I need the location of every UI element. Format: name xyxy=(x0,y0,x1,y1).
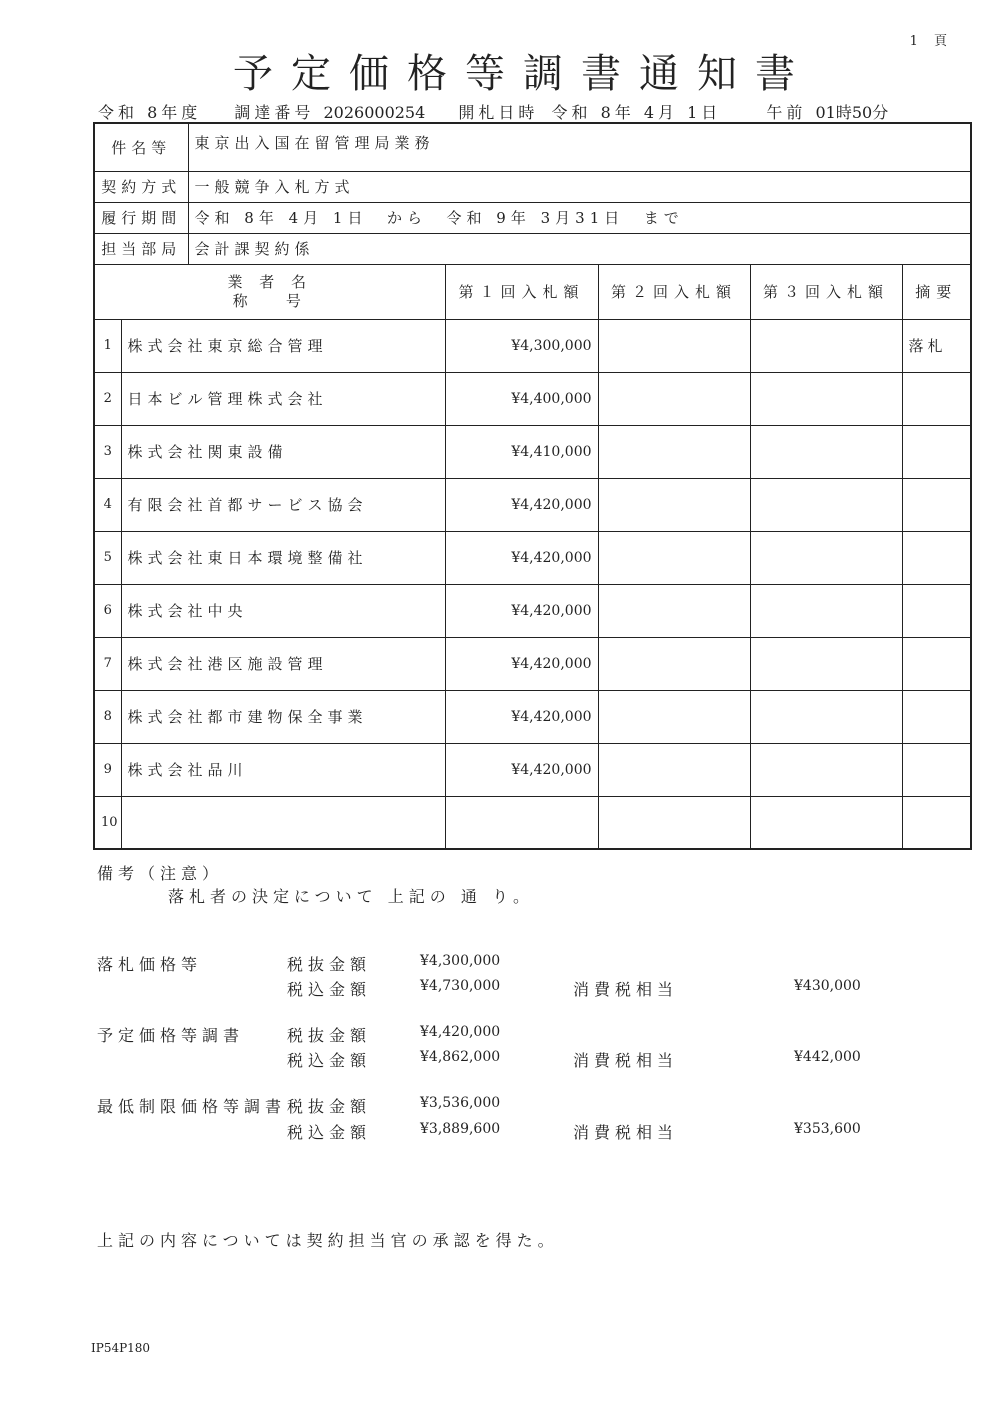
footnote: 上記の内容については契約担当官の承認を得た。 xyxy=(97,1231,559,1250)
bid-3-cell xyxy=(750,425,902,478)
bid-2-cell xyxy=(598,584,750,637)
number-label: 調達番号 xyxy=(234,103,315,122)
summary-label: 落札価格等 xyxy=(97,955,203,974)
summary-value-excl: ¥4,300,000 xyxy=(420,953,501,969)
bid-amount: ¥4,400,000 xyxy=(445,372,598,425)
page-number: 1 頁 xyxy=(909,34,953,49)
row-number: 9 xyxy=(94,743,121,796)
summary-tax-label: 消費税相当 xyxy=(573,1123,679,1142)
bid-amount: ¥4,420,000 xyxy=(445,743,598,796)
info-value: 東京出入国在留管理局業務 xyxy=(188,123,971,171)
summary-tax-label: 消費税相当 xyxy=(573,1051,679,1070)
summary-sub-incl: 税込金額 xyxy=(287,980,372,999)
table-row xyxy=(94,743,971,796)
bid-2-cell xyxy=(598,319,750,372)
summary-tax-value: ¥353,600 xyxy=(794,1121,861,1137)
bid-amount: ¥4,420,000 xyxy=(445,584,598,637)
header-company xyxy=(94,264,445,319)
summary-tax-value: ¥430,000 xyxy=(794,978,861,994)
company-name: 株式会社品川 xyxy=(121,743,445,796)
remarks xyxy=(902,690,971,743)
document-meta xyxy=(98,100,916,123)
info-value: 令和 8年 4月 1日 から 令和 9年 3月31日 まで xyxy=(188,202,971,233)
company-name: 株式会社港区施設管理 xyxy=(121,637,445,690)
bid-2-cell xyxy=(598,531,750,584)
row-number: 6 xyxy=(94,584,121,637)
info-label: 契約方式 xyxy=(94,171,188,202)
header-company-bottom: 称 号 xyxy=(232,291,307,310)
remarks xyxy=(902,531,971,584)
row-number: 2 xyxy=(94,372,121,425)
bid-2-cell xyxy=(598,743,750,796)
remarks xyxy=(902,743,971,796)
info-label: 件名等 xyxy=(94,123,188,171)
bid-3-cell xyxy=(750,637,902,690)
summary-label: 最低制限価格等調書 xyxy=(97,1097,287,1116)
remarks xyxy=(902,372,971,425)
summary-tax-label: 消費税相当 xyxy=(573,980,679,999)
bid-amount xyxy=(445,796,598,849)
bid-amount: ¥4,420,000 xyxy=(445,531,598,584)
bid-3-cell xyxy=(750,478,902,531)
instructions-label: 備考（注意） xyxy=(97,864,224,883)
bid-table xyxy=(93,122,972,850)
bid-3-cell xyxy=(750,372,902,425)
row-number: 7 xyxy=(94,637,121,690)
bid-amount: ¥4,420,000 xyxy=(445,478,598,531)
header-bid-1: 第１回入札額 xyxy=(445,264,598,319)
table-row xyxy=(94,796,971,849)
bid-2-cell xyxy=(598,637,750,690)
table-row xyxy=(94,425,971,478)
summary-sub-excl: 税抜金額 xyxy=(287,1026,372,1045)
bid-amount: ¥4,410,000 xyxy=(445,425,598,478)
table-row xyxy=(94,637,971,690)
info-value: 会計課契約係 xyxy=(188,233,971,264)
info-row xyxy=(94,233,971,264)
summary-sub-excl: 税抜金額 xyxy=(287,955,372,974)
row-number: 5 xyxy=(94,531,121,584)
row-number: 8 xyxy=(94,690,121,743)
time-label: 午前 xyxy=(766,103,807,122)
bid-2-cell xyxy=(598,425,750,478)
table-row xyxy=(94,584,971,637)
summary-sub-excl: 税抜金額 xyxy=(287,1097,372,1116)
header-bid-2: 第２回入札額 xyxy=(598,264,750,319)
info-label: 履行期間 xyxy=(94,202,188,233)
header-bid-3: 第３回入札額 xyxy=(750,264,902,319)
row-number: 10 xyxy=(94,796,121,849)
bid-3-cell xyxy=(750,743,902,796)
form-code: IP54P180 xyxy=(91,1341,151,1355)
company-name: 株式会社東日本環境整備社 xyxy=(121,531,445,584)
summary-tax-value: ¥442,000 xyxy=(794,1049,861,1065)
company-name: 株式会社都市建物保全事業 xyxy=(121,690,445,743)
bid-3-cell xyxy=(750,584,902,637)
bid-2-cell xyxy=(598,690,750,743)
company-name: 株式会社中央 xyxy=(121,584,445,637)
info-row xyxy=(94,202,971,233)
table-row xyxy=(94,531,971,584)
bid-3-cell xyxy=(750,690,902,743)
bid-3-cell xyxy=(750,531,902,584)
remarks xyxy=(902,796,971,849)
info-row xyxy=(94,171,971,202)
table-row xyxy=(94,319,971,372)
table-row xyxy=(94,372,971,425)
info-value: 一般競争入札方式 xyxy=(188,171,971,202)
remarks xyxy=(902,584,971,637)
remarks xyxy=(902,478,971,531)
company-name: 株式会社東京総合管理 xyxy=(121,319,445,372)
table-row xyxy=(94,690,971,743)
bid-amount: ¥4,420,000 xyxy=(445,637,598,690)
info-label: 担当部局 xyxy=(94,233,188,264)
summary-value-incl: ¥4,730,000 xyxy=(420,978,501,994)
bid-3-cell xyxy=(750,796,902,849)
header-company-top: 業 者 名 xyxy=(227,272,313,291)
row-number: 4 xyxy=(94,478,121,531)
bid-2-cell xyxy=(598,796,750,849)
row-number: 1 xyxy=(94,319,121,372)
summary-value-incl: ¥3,889,600 xyxy=(420,1121,501,1137)
bid-amount: ¥4,300,000 xyxy=(445,319,598,372)
company-name: 日本ビル管理株式会社 xyxy=(121,372,445,425)
company-name xyxy=(121,796,445,849)
bid-2-cell xyxy=(598,478,750,531)
bid-2-cell xyxy=(598,372,750,425)
opening-date: 令和 8年 4月 1日 xyxy=(551,103,722,122)
summary-value-excl: ¥4,420,000 xyxy=(420,1024,501,1040)
remarks xyxy=(902,637,971,690)
table-header-row xyxy=(94,264,971,319)
company-name: 有限会社首都サービス協会 xyxy=(121,478,445,531)
summary-value-excl: ¥3,536,000 xyxy=(420,1095,501,1111)
row-number: 3 xyxy=(94,425,121,478)
opening-time: 01時50分 xyxy=(815,103,889,122)
bid-amount: ¥4,420,000 xyxy=(445,690,598,743)
company-name: 株式会社関東設備 xyxy=(121,425,445,478)
date-label: 開札日時 xyxy=(458,103,539,122)
table-row xyxy=(94,478,971,531)
summary-value-incl: ¥4,862,000 xyxy=(420,1049,501,1065)
remarks: 落札 xyxy=(902,319,971,372)
remarks xyxy=(902,425,971,478)
summary-sub-incl: 税込金額 xyxy=(287,1123,372,1142)
summary-label: 予定価格等調書 xyxy=(97,1026,245,1045)
document-title: 予定価格等調書通知書 xyxy=(233,51,813,97)
procurement-number: 2026000254 xyxy=(323,103,426,122)
bid-3-cell xyxy=(750,319,902,372)
instructions-text: 落札者の決定について 上記の 通 り。 xyxy=(168,887,534,906)
fiscal-year: 令和 8年度 xyxy=(98,103,202,122)
summary-sub-incl: 税込金額 xyxy=(287,1051,372,1070)
header-remarks: 摘要 xyxy=(902,264,971,319)
info-row xyxy=(94,123,971,171)
